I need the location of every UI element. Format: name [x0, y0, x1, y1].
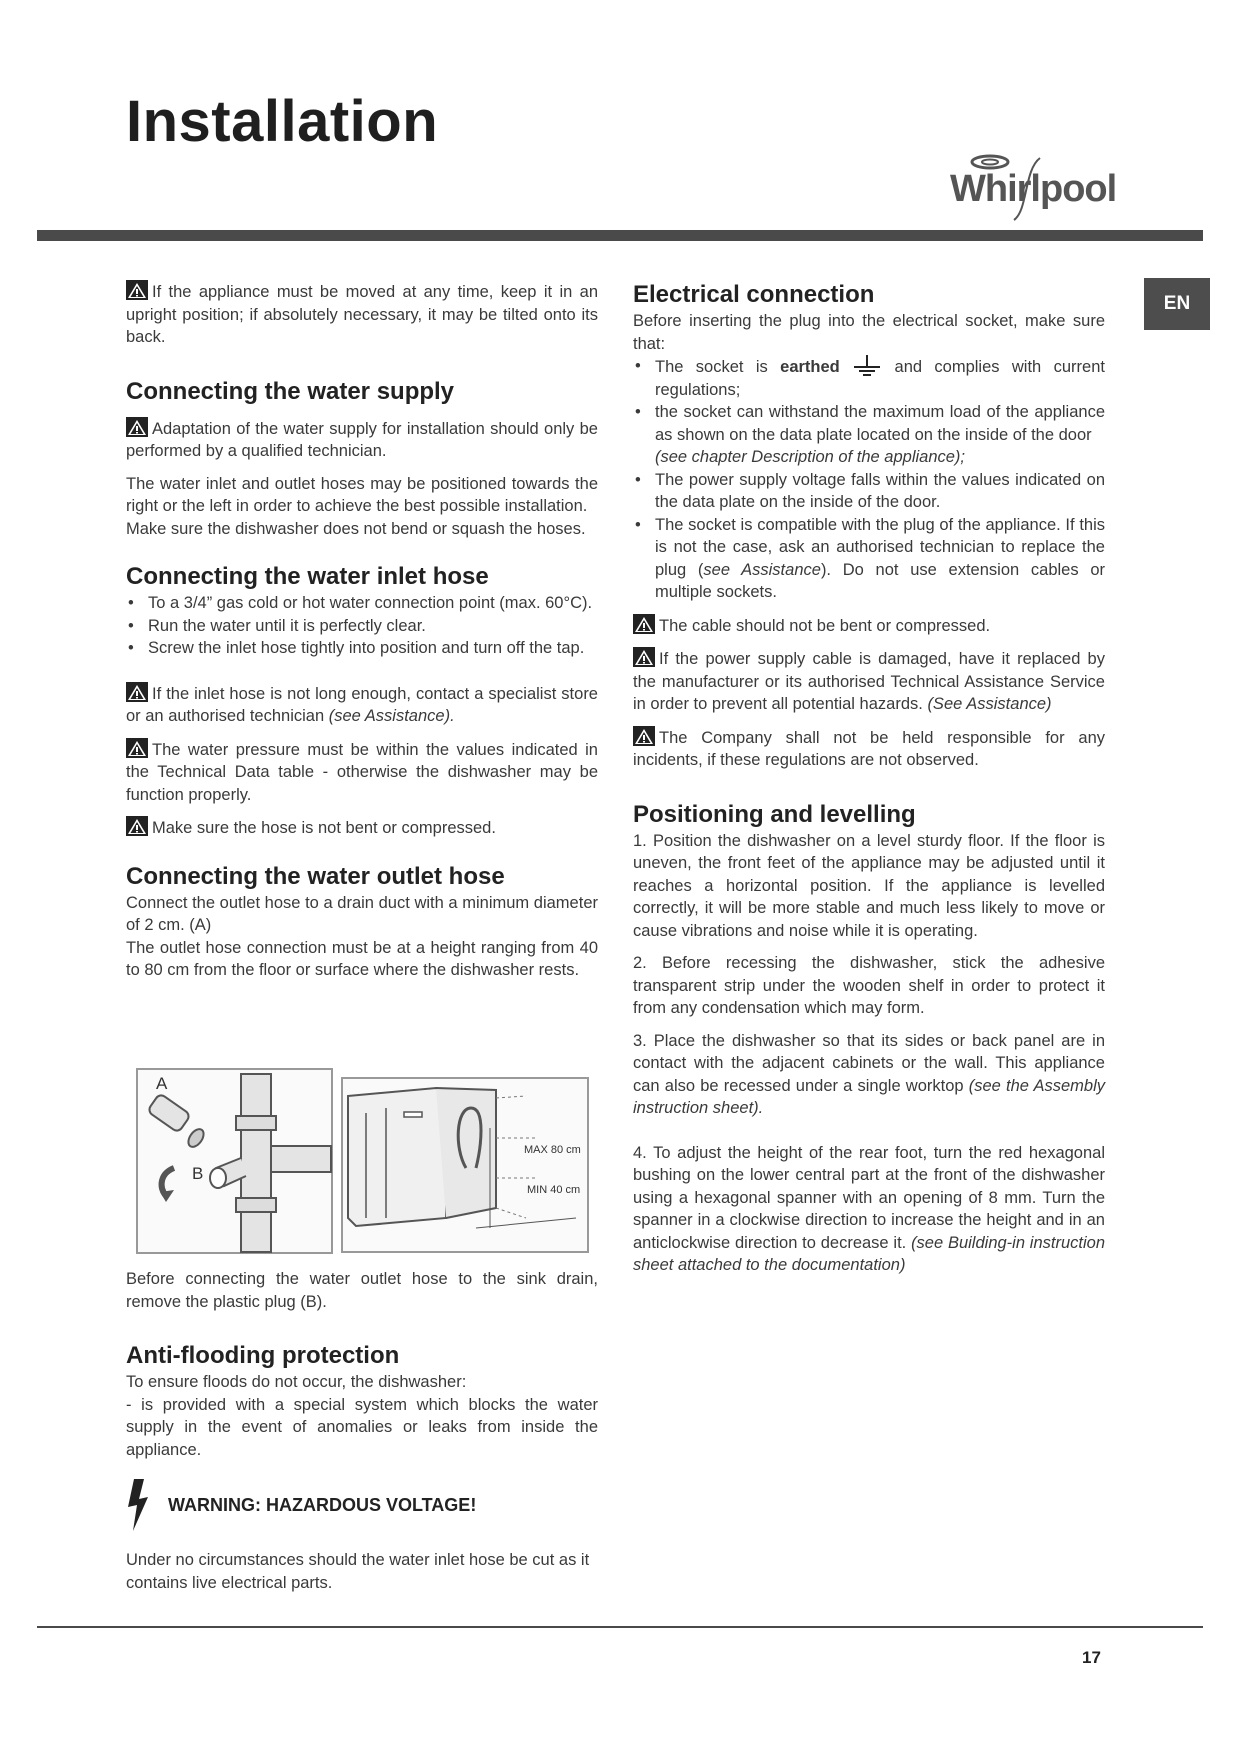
- list-item: • the socket can withstand the maximum load of the appliance as shown on the data plate located on the inside of the door (see chapter Description of the appliance);: [633, 401, 1105, 469]
- warning-icon: [126, 417, 148, 437]
- list-item: • Screw the inlet hose tightly into position and turn off the tap.: [126, 637, 598, 660]
- inlet-hose-warning: Make sure the hose is not bent or compressed.: [126, 816, 598, 840]
- water-supply-heading: Connecting the water supply: [126, 377, 455, 405]
- earth-ground-icon: [852, 355, 882, 377]
- intro-warning: If the appliance must be moved at any time, keep it in an upright position; if absolutely necessary, it may be tilted onto its back.: [126, 280, 598, 349]
- outlet-hose-figure: [136, 1068, 590, 1256]
- lightning-bolt-icon: [126, 1477, 150, 1533]
- positioning-step: 4. To adjust the height of the rear foot, turn the red hexagonal bushing on the lower central part at the front of the dishwasher using a hexagonal spanner with an opening of 8 mm. Turn the spanner in a clockwise direction to increase the height and in an anticlockwise direction to decrease it. (see Building-in instruction sheet attached to the documentation): [633, 1143, 1106, 1274]
- outlet-hose-caption: Before connecting the water outlet hose to the sink drain, remove the plastic plug (B).: [126, 1270, 598, 1311]
- figure-max-label: MAX 80 cm: [524, 1144, 581, 1156]
- left-column: [126, 280, 598, 982]
- warning-icon: [633, 614, 655, 634]
- inlet-hose-list: [126, 592, 598, 660]
- list-item: • To a 3/4” gas cold or hot water connection point (max. 60°C).: [126, 592, 598, 615]
- figure-label-b: B: [192, 1164, 204, 1183]
- positioning-step: 1. Position the dishwasher on a level sturdy floor. If the floor is uneven, the front feet of the appliance may be adjusted until it reaches a horizontal position. If the appliance is levelled correctly, it will be more stable and much less likely to move or cause vibrations and noise while it is operating.: [633, 831, 1105, 940]
- list-item: • The socket is compatible with the plug of the appliance. If this is not the case, ask an authorised technician to replace the plug (see Assistance). Do not use extension cables or multiple sockets.: [633, 514, 1105, 604]
- positioning-step: 3. Place the dishwasher so that its sides or back panel are in contact with the adjacent cabinets or the wall. This appliance can also be recessed under a single worktop (see the Assembly instruction sheet).: [633, 1031, 1105, 1117]
- list-item: • Run the water until it is perfectly clear.: [126, 615, 598, 638]
- electrical-warning: The Company shall not be held responsible for any incidents, if these regulations are not observed.: [633, 726, 1105, 772]
- electrical-list: [633, 355, 1105, 604]
- electrical-intro: Before inserting the plug into the electrical socket, make sure that:: [633, 312, 1105, 353]
- voltage-warning: WARNING: HAZARDOUS VOLTAGE!: [126, 1477, 598, 1533]
- brand-logo: [944, 150, 1117, 230]
- brand-name: Whirlpool: [950, 168, 1117, 210]
- water-supply-warning: Adaptation of the water supply for installation should only be performed by a qualified technician.: [126, 417, 598, 463]
- language-tab: EN: [1144, 278, 1210, 330]
- electrical-warning: If the power supply cable is damaged, have it replaced by the manufacturer or its authorised Technical Assistance Service in order to prevent all potential hazards. (See Assistance): [633, 647, 1105, 716]
- figure-label-a: A: [156, 1074, 168, 1093]
- warning-icon: [126, 280, 148, 300]
- outlet-hose-para: The outlet hose connection must be at a height ranging from 40 to 80 cm from the floor or surface where the dishwasher rests.: [126, 938, 598, 979]
- anti-flooding-para: - is provided with a special system which blocks the water supply in the event of anomalies or leaks from inside the appliance.: [126, 1395, 598, 1459]
- footer-rule: [37, 1626, 1203, 1628]
- anti-flooding-para: To ensure floods do not occur, the dishwasher:: [126, 1373, 467, 1391]
- anti-flooding-para: Under no circumstances should the water inlet hose be cut as it contains live electrical parts.: [126, 1551, 590, 1592]
- water-supply-para: The water inlet and outlet hoses may be positioned towards the right or the left in order to achieve the best possible installation.: [126, 474, 598, 515]
- inlet-hose-heading: Connecting the water inlet hose: [126, 563, 489, 590]
- page-title: Installation: [126, 89, 439, 154]
- water-supply-para: Make sure the dishwasher does not bend or squash the hoses.: [126, 519, 586, 538]
- inlet-hose-warning: If the inlet hose is not long enough, contact a specialist store or an authorised technician (see Assistance).: [126, 682, 598, 728]
- warning-icon: [633, 726, 655, 746]
- electrical-heading: Electrical connection: [633, 281, 875, 308]
- figure-min-label: MIN 40 cm: [527, 1184, 581, 1196]
- electrical-warning: The cable should not be bent or compressed.: [633, 614, 1105, 638]
- drain-diagram-icon: [136, 1068, 590, 1256]
- inlet-hose-warning: The water pressure must be within the values indicated in the Technical Data table - otherwise the dishwasher may be function properly.: [126, 738, 598, 807]
- warning-icon: [633, 647, 655, 667]
- header-rule: [37, 230, 1203, 241]
- positioning-heading: Positioning and levelling: [633, 800, 916, 828]
- anti-flooding-heading: Anti-flooding protection: [126, 1342, 400, 1369]
- page-number: 17: [1082, 1648, 1101, 1667]
- left-column-lower: [126, 1268, 598, 1594]
- warning-icon: [126, 738, 148, 758]
- warning-icon: [126, 682, 148, 702]
- warning-icon: [126, 816, 148, 836]
- positioning-step: 2. Before recessing the dishwasher, stick the adhesive transparent strip under the wooden shelf in order to protect it from any condensation which may form.: [633, 954, 1105, 1017]
- list-item: • The power supply voltage falls within the values indicated on the data plate on the inside of the door.: [633, 469, 1105, 514]
- outlet-hose-para: Connect the outlet hose to a drain duct with a minimum diameter of 2 cm. (A): [126, 893, 598, 934]
- outlet-hose-heading: Connecting the water outlet hose: [126, 862, 505, 890]
- list-item: • The socket is earthed and complies with current regulations;: [633, 355, 1105, 401]
- right-column: [633, 280, 1105, 1277]
